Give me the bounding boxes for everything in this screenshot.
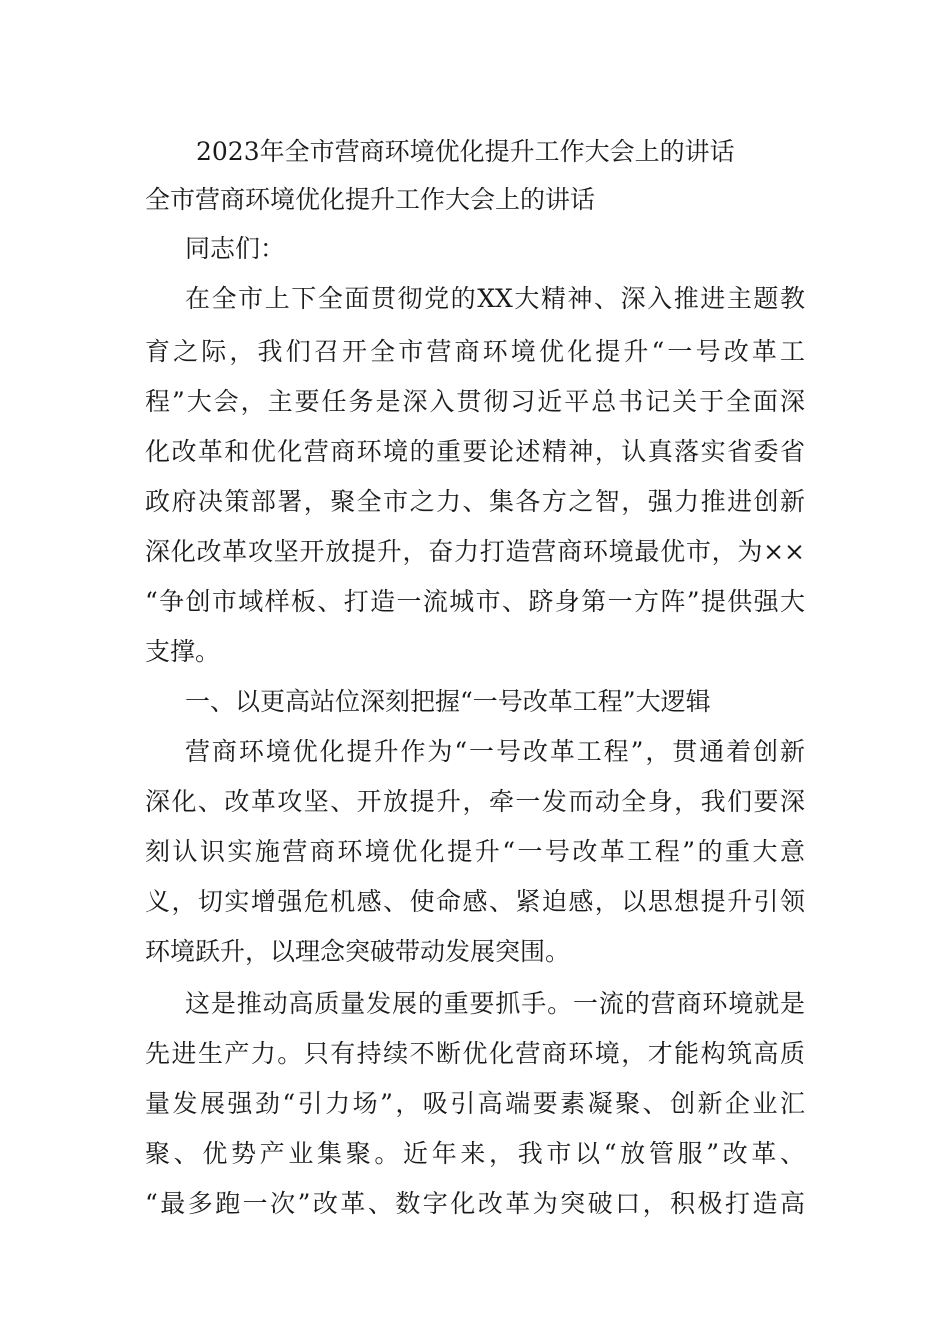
paragraph-line: 刻认识实施营商环境优化提升“一号改革工程”的重大意 [145, 837, 805, 866]
document-title: 2023年全市营商环境优化提升工作大会上的讲话 [196, 137, 735, 166]
paragraph-line: “争创市域样板、打造一流城市、跻身第一方阵”提供强大 [145, 587, 805, 616]
paragraph-line: 深化改革攻坚开放提升，奋力打造营商环境最优市，为×× [145, 537, 805, 566]
paragraph-line: 营商环境优化提升作为“一号改革工程”，贯通着创新 [185, 737, 805, 766]
paragraph-line: 支撑。 [145, 637, 221, 666]
paragraph-line: 育之际，我们召开全市营商环境优化提升“一号改革工 [145, 337, 805, 366]
paragraph-line: 这是推动高质量发展的重要抓手。一流的营商环境就是 [185, 989, 805, 1018]
paragraph-line: “最多跑一次”改革、数字化改革为突破口，积极打造高 [145, 1189, 805, 1218]
paragraph-line: 政府决策部署，聚全市之力、集各方之智，强力推进创新 [145, 487, 805, 516]
paragraph-line: 先进生产力。只有持续不断优化营商环境，才能构筑高质 [145, 1039, 805, 1068]
salutation: 同志们： [185, 234, 286, 263]
paragraph-line: 程”大会，主要任务是深入贯彻习近平总书记关于全面深 [145, 387, 805, 416]
document-subtitle: 全市营商环境优化提升工作大会上的讲话 [145, 185, 596, 214]
paragraph-line: 在全市上下全面贯彻党的XX大精神、深入推进主题教 [185, 284, 805, 313]
paragraph-line: 深化、改革攻坚、开放提升，牵一发而动全身，我们要深 [145, 787, 805, 816]
paragraph-line: 聚、优势产业集聚。近年来，我市以“放管服”改革、 [145, 1139, 805, 1168]
paragraph-line: 环境跃升，以理念突破带动发展突围。 [145, 937, 571, 966]
paragraph-line: 义，切实增强危机感、使命感、紧迫感，以思想提升引领 [145, 887, 805, 916]
section-heading: 一、以更高站位深刻把握“一号改革工程”大逻辑 [185, 687, 711, 716]
paragraph-line: 化改革和优化营商环境的重要论述精神，认真落实省委省 [145, 437, 805, 466]
paragraph-line: 量发展强劲“引力场”，吸引高端要素凝聚、创新企业汇 [145, 1089, 805, 1118]
